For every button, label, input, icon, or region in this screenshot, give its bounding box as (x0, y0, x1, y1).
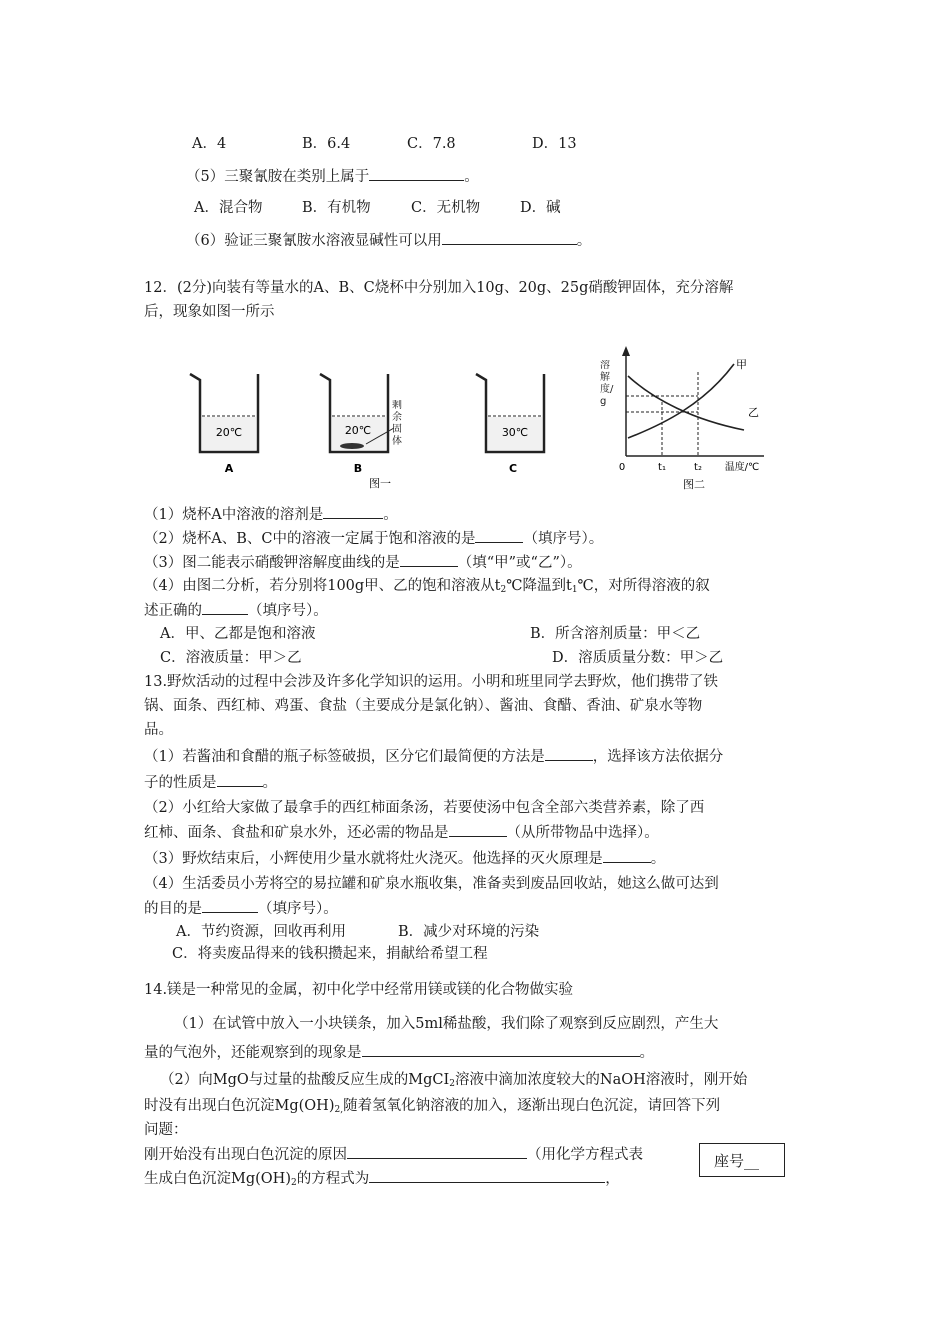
figure-two-solubility (594, 344, 794, 494)
curve-jia-label: 甲 (736, 358, 747, 371)
q13-stem-line2: 锅、面条、西红柿、鸡蛋、食盐（主要成分是氯化钠）、酱油、食醋、香油、矿泉水等物 (144, 698, 703, 714)
beaker-b-temp: 20℃ (344, 424, 372, 437)
origin-label: 0 (618, 462, 626, 473)
q11-part6: （6）验证三聚氰胺水溶液显碱性可以用 。 (186, 230, 591, 251)
beaker-a-temp: 20℃ (215, 426, 243, 439)
q12-sub2: （2）烧杯A、B、C中的溶液一定属于饱和溶液的是 （填序号）。 (144, 528, 603, 549)
beaker-c-label: C (508, 462, 518, 475)
q13-sub2: （2）小红给大家做了最拿手的西红柿面条汤，若要使汤中包含全部六类营养素，除了西 (144, 800, 705, 816)
q12-sub4: （4）由图二分析，若分别将100g甲、乙的饱和溶液从$t_2℃$降温到$t_1℃$，对所得溶液的叙 (144, 578, 710, 595)
seat-number-label: 座号__ (714, 1152, 760, 1170)
q14-sub2-line5: 生成白色沉淀$Mg(OH)_2$的方程式为 ， (144, 1168, 620, 1193)
q11-part5: （5）三聚氰胺在类别上属于 。 (186, 166, 479, 187)
q13-sub4: （4）生活委员小芳将空的易拉罐和矿泉水瓶收集，准备卖到废品回收站，她这么做可达到 (144, 876, 719, 892)
figure-two-caption: 图二 (683, 478, 705, 491)
q14-sub2-line2: 时没有出现白色沉淀$Mg(OH)_{2,}$随着氢氧化钠溶液的加入，逐渐出现白色沉淀，请回答下列 (144, 1098, 721, 1115)
option-4c: C．7.8 (407, 136, 456, 152)
option-5b: B．有机物 (302, 200, 371, 216)
q13-sub1: （1）若酱油和食醋的瓶子标签破损，区分它们最简便的方法是 ，选择该方法依据分 (144, 746, 723, 767)
curve-yi-label: 乙 (748, 406, 759, 419)
option-4d: D．13 (532, 136, 577, 152)
option-5d: D．碱 (520, 200, 561, 216)
seat-number-box (699, 1143, 785, 1177)
q14-sub1-line2: 量的气泡外，还能观察到的现象是 。 (144, 1042, 654, 1063)
option-4a: A．4 (192, 136, 227, 152)
t2-label: t₂ (694, 462, 702, 473)
q12-option-d: D．溶质质量分数：甲＞乙 (552, 650, 724, 666)
beaker-a (190, 374, 258, 475)
q12-option-a: A．甲、乙都是饱和溶液 (160, 626, 316, 642)
x-axis-label: 温度/℃ (724, 462, 760, 473)
q13-sub3: （3）野炊结束后，小辉使用少量水就将灶火浇灭。他选择的灭火原理是 。 (144, 848, 665, 869)
q13-option-b: B．减少对环境的污染 (398, 924, 540, 940)
q14-sub2: （2）向MgO与过量的盐酸反应生成的MgCI$_2$溶液中滴加浓度较大的NaOH溶液时，刚开始 (160, 1072, 748, 1089)
q12-stem-line2: 后，现象如图一所示 (144, 304, 275, 320)
figure-one-caption: 图一 (369, 477, 391, 490)
curve-jia (628, 364, 734, 438)
t1-label: t₁ (658, 462, 666, 473)
q12-stem-line1: 12．(2分)向装有等量水的A、B、C烧杯中分别加入10g、20g、25g硝酸钾固体，充分溶解 (144, 280, 734, 296)
q12-sub1: （1）烧杯A中溶液的溶剂是 。 (144, 504, 398, 525)
q14-stem: 14.镁是一种常见的金属，初中化学中经常用镁或镁的化合物做实验 (144, 982, 574, 998)
residual-solid (340, 443, 364, 449)
q12-option-b: B．所含溶剂质量：甲＜乙 (530, 626, 701, 642)
q13-stem-line3: 品。 (144, 722, 173, 738)
residual-solid-label: 剩余固体 (392, 400, 402, 447)
option-4b: B．6.4 (302, 136, 351, 152)
q14-sub1: （1）在试管中放入一小块镁条，加入5ml稀盐酸，我们除了观察到反应剧烈，产生大 (174, 1016, 719, 1032)
q14-sub2-line3: 问题： (144, 1122, 188, 1138)
q13-sub2-line2: 红柿、面条、食盐和矿泉水外，还必需的物品是 （从所带物品中选择）。 (144, 822, 659, 843)
figure-one-beakers (180, 360, 560, 495)
q13-sub4-line2: 的目的是 （填序号）。 (144, 898, 338, 919)
q12-sub3: （3）图二能表示硝酸钾溶解度曲线的是 （填“甲”或“乙”）。 (144, 552, 582, 573)
q13-sub1-line2: 子的性质是 。 (144, 772, 277, 793)
q14-sub2-line4: 刚开始没有出现白色沉淀的原因 （用化学方程式表 (144, 1144, 643, 1165)
curve-yi (628, 376, 744, 430)
y-axis-label: 溶解度/g (600, 360, 614, 407)
q12-option-c: C．溶液质量：甲＞乙 (160, 650, 302, 666)
q13-stem-line1: 13.野炊活动的过程中会涉及许多化学知识的运用。小明和班里同学去野炊，他们携带了铁 (144, 674, 719, 690)
q12-sub4-line2: 述正确的 （填序号）。 (144, 600, 328, 621)
option-5a: A．混合物 (194, 200, 263, 216)
beaker-b (320, 374, 394, 475)
beaker-b-label: B (353, 462, 363, 475)
q13-option-c: C．将卖废品得来的钱积攒起来，捐献给希望工程 (172, 946, 488, 962)
beaker-c (476, 374, 544, 475)
q13-option-a: A．节约资源，回收再利用 (176, 924, 346, 940)
beaker-c-temp: 30℃ (501, 426, 529, 439)
option-5c: C．无机物 (411, 200, 481, 216)
beaker-a-label: A (224, 462, 234, 475)
